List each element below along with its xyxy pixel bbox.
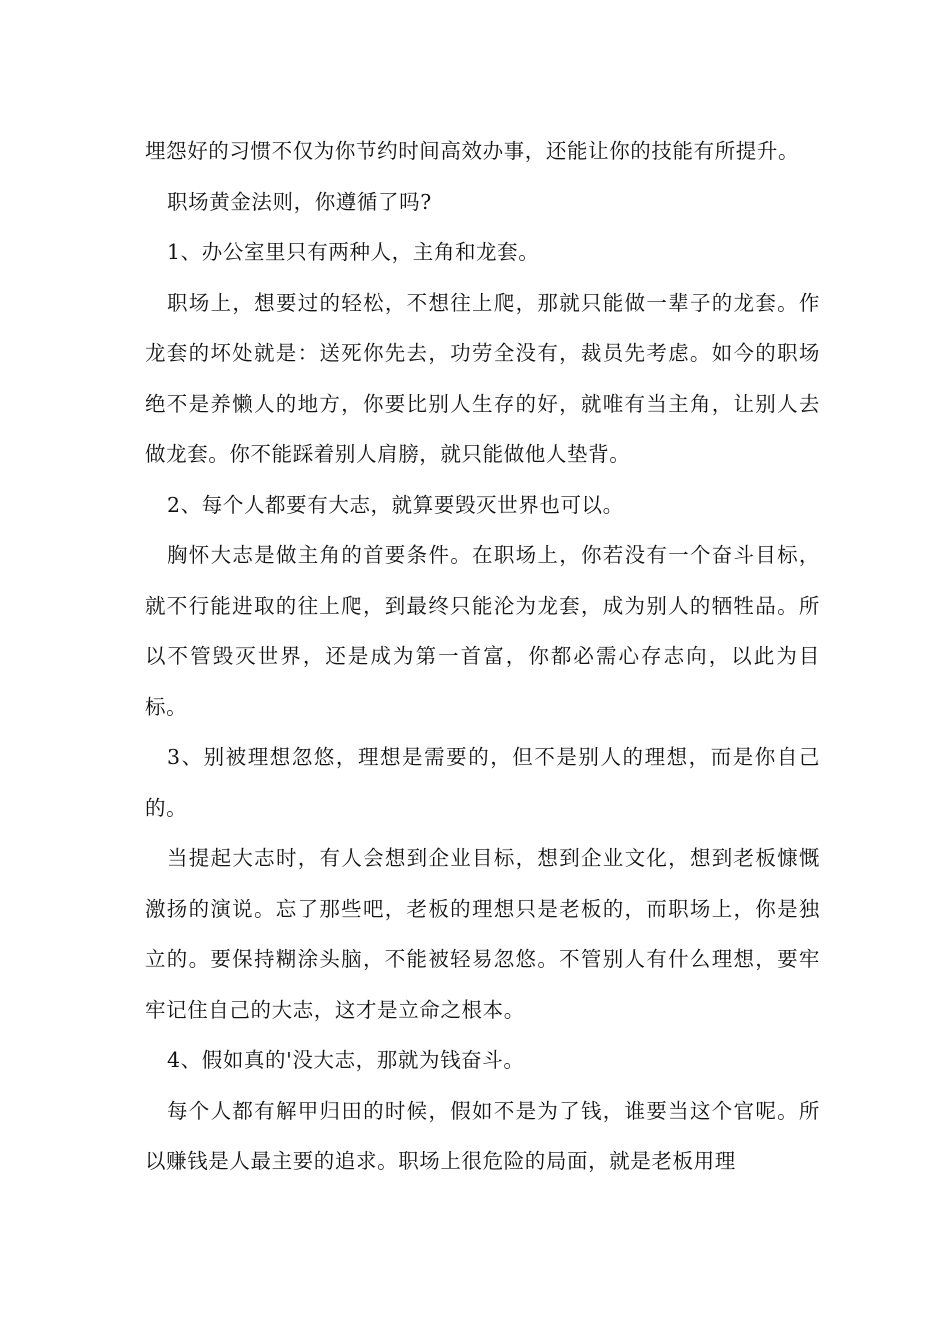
- document-body: [145, 126, 820, 1187]
- paragraph-4: 职场上，想要过的轻松，不想往上爬，那就只能做一辈子的龙套。作龙套的坏处就是：送死你先去，功劳全没有，裁员先考虑。如今的职场绝不是养懒人的地方，你要比别人生存的好，就唯有当主角，让别人去做龙套。你不能踩着别人肩膀，就只能做他人垫背。: [145, 290, 820, 466]
- paragraph-5-rule-2: 2、每个人都要有大志，就算要毁灭世界也可以。: [167, 492, 624, 517]
- paragraph-6: 胸怀大志是做主角的首要条件。在职场上，你若没有一个奋斗目标，就不行能进取的往上爬，到最终只能沦为龙套，成为别人的牺牲品。所以不管毁灭世界，还是成为第一首富，你都必需心存志向，以此为目标。: [145, 543, 820, 719]
- paragraph-2-heading: 职场黄金法则，你遵循了吗?: [167, 189, 432, 214]
- paragraph-10: 每个人都有解甲归田的时候，假如不是为了钱，谁要当这个官呢。所以赚钱是人最主要的追求。职场上很危险的局面，就是老板用理: [145, 1098, 820, 1173]
- paragraph-8: 当提起大志时，有人会想到企业目标，想到企业文化，想到老板慷慨激扬的演说。忘了那些吧，老板的理想只是老板的，而职场上，你是独立的。要保持糊涂头脑，不能被轻易忽悠。不管别人有什么理想，要牢牢记住自己的大志，这才是立命之根本。: [145, 846, 820, 1022]
- paragraph-1: 埋怨好的习惯不仅为你节约时间高效办事，还能让你的技能有所提升。: [145, 139, 800, 163]
- paragraph-9-rule-4: 4、假如真的'没大志，那就为钱奋斗。: [167, 1048, 525, 1072]
- paragraph-3-rule-1: 1、办公室里只有两种人，主角和龙套。: [167, 240, 540, 264]
- paragraph-7-rule-3: 3、别被理想忽悠，理想是需要的，但不是别人的理想，而是你自己的。: [145, 745, 820, 820]
